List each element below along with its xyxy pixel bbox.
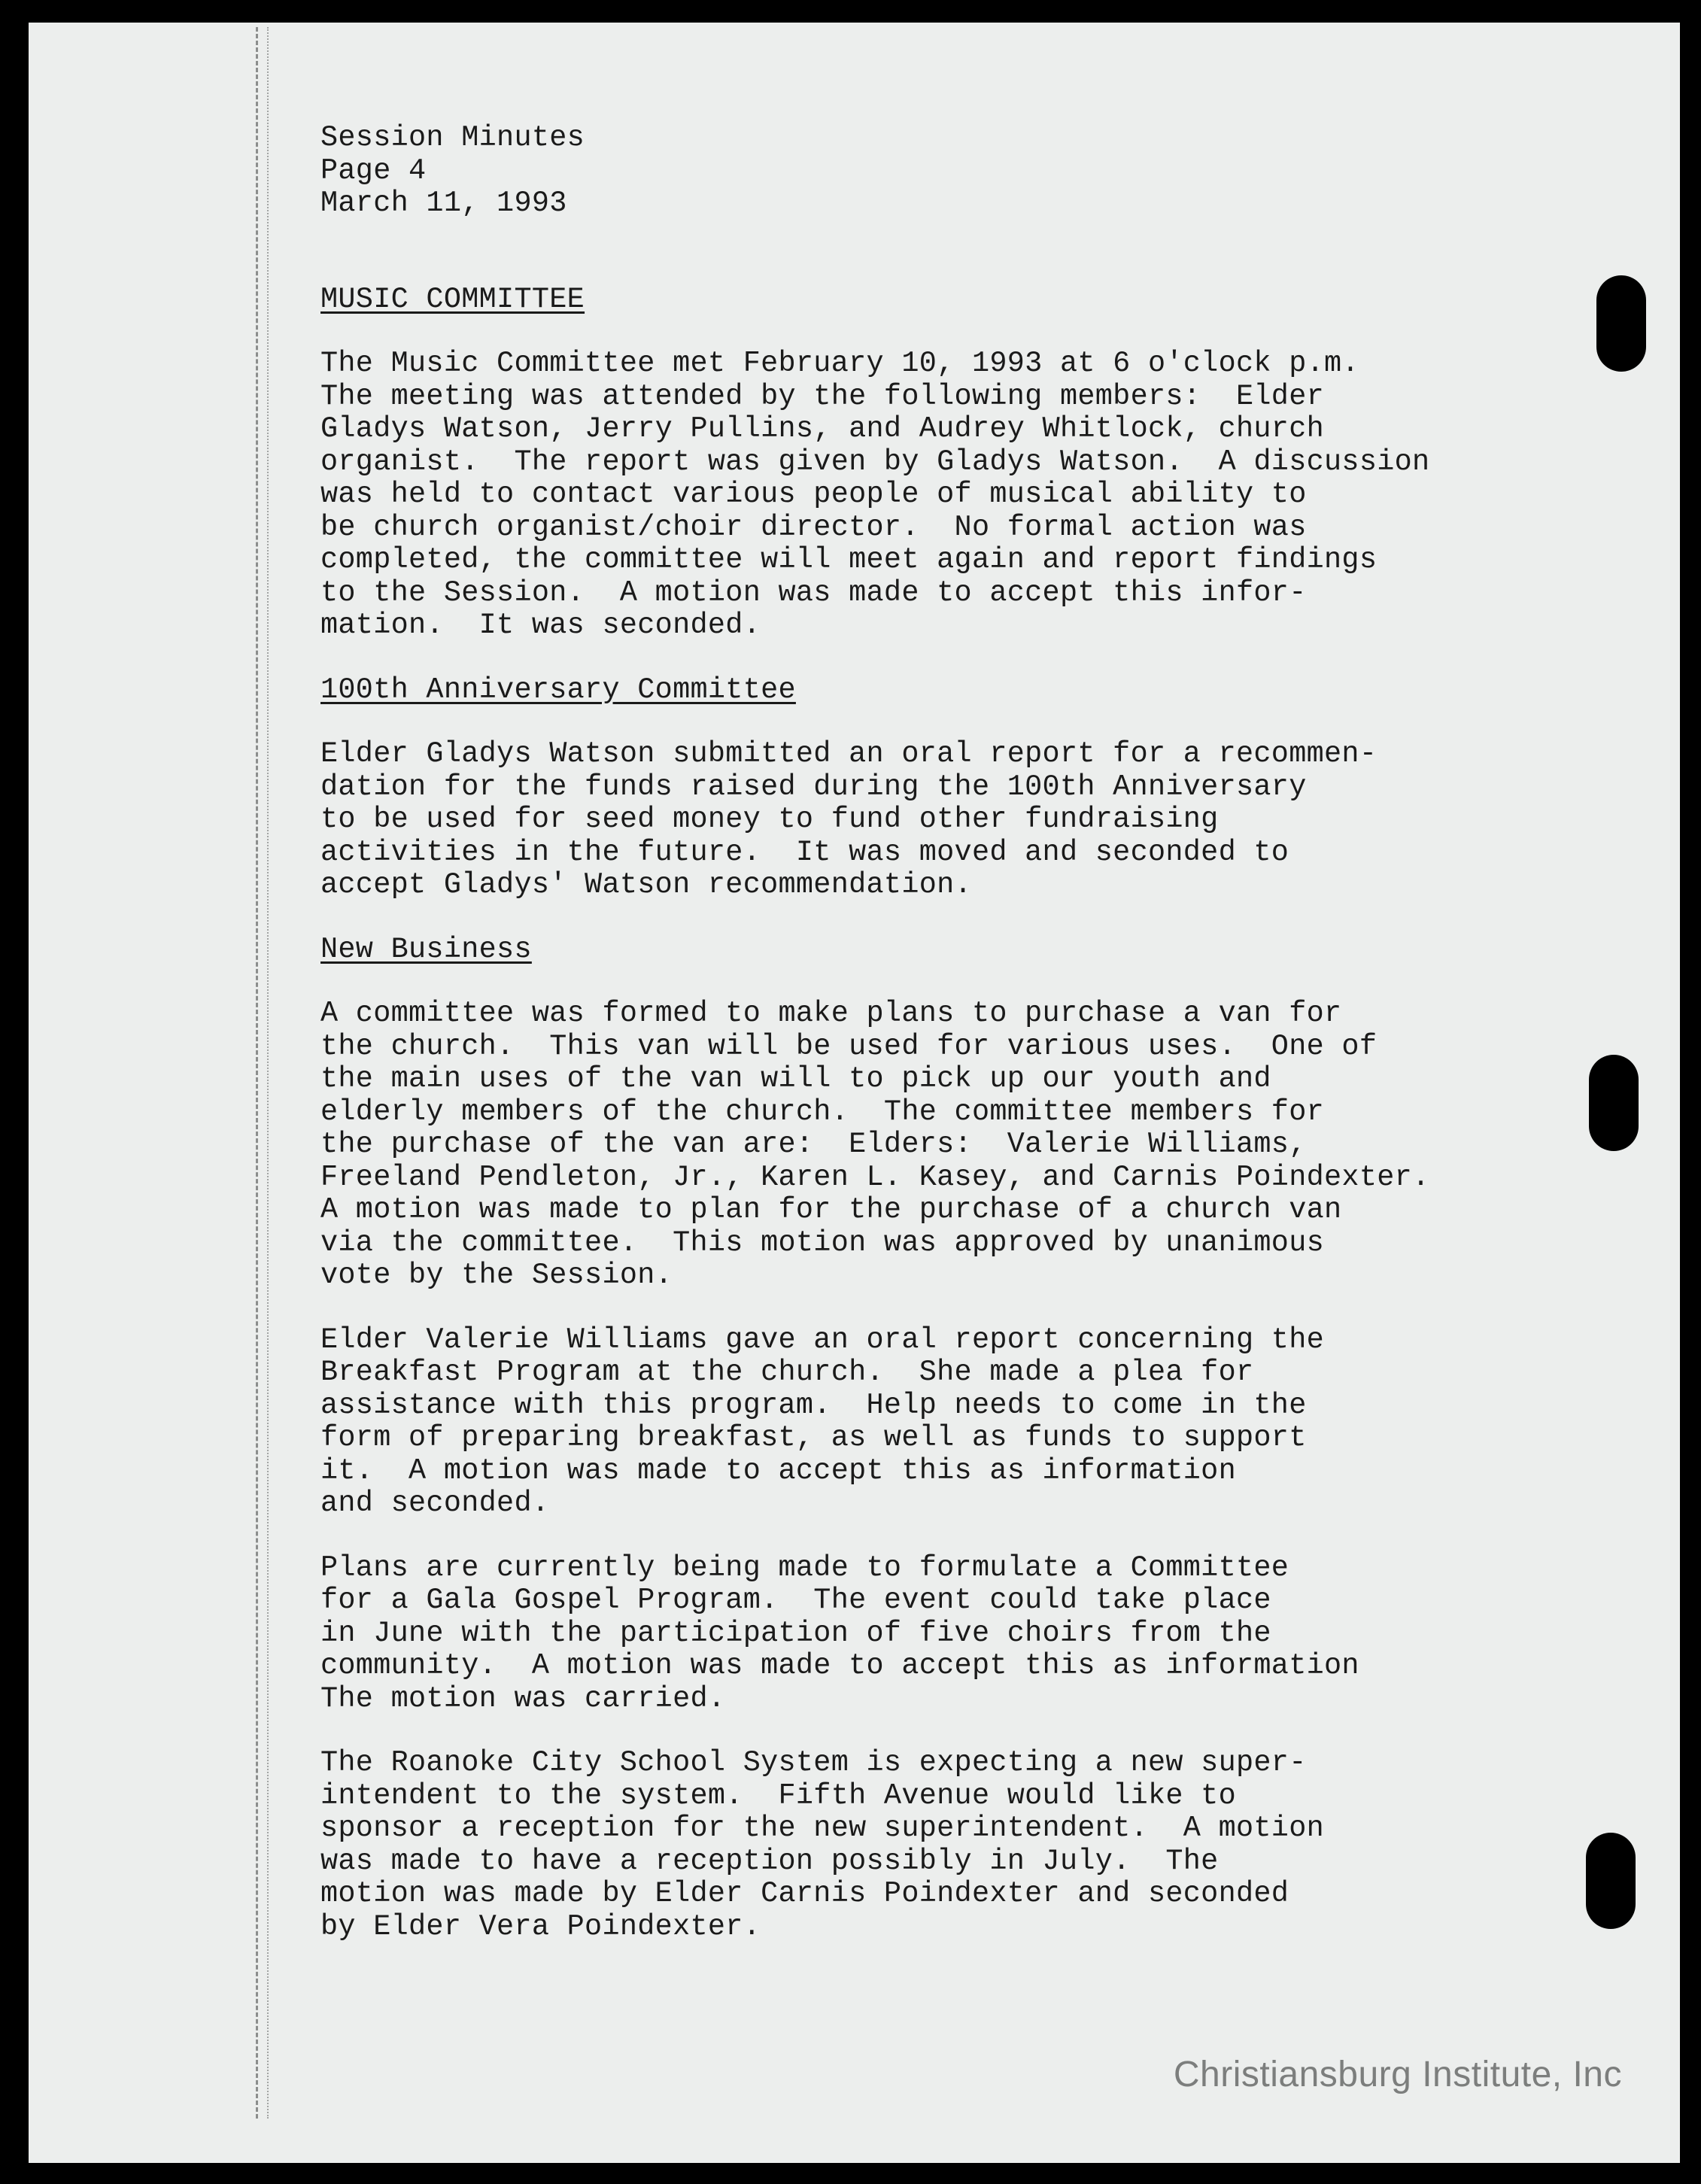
archive-watermark: Christiansburg Institute, Inc — [1173, 2055, 1622, 2094]
music-committee-heading: MUSIC COMMITTEE — [320, 282, 585, 316]
music-committee-paragraph: The Music Committee met February 10, 1993 at 6 o'clock p.m. The meeting was attended by the following members: Elder Gladys Watson, Jerry Pullins, and Audrey Whitlock, church organist. The report was given by Gladys Watson. A discussion was held to contact various people of musical ability to be church organist/choir director. No formal action was completed, the committee will meet again and report findings to the Session. A motion was made to accept this infor- mation. It was seconded. — [320, 347, 1430, 642]
minutes-body — [320, 122, 1599, 1943]
header-date: March 11, 1993 — [320, 187, 567, 220]
page-header — [320, 122, 1599, 220]
anniversary-committee-heading: 100th Anniversary Committee — [320, 673, 796, 706]
header-page-number: Page 4 — [320, 153, 427, 187]
new-business-heading: New Business — [320, 932, 532, 966]
van-committee-paragraph: A committee was formed to make plans to purchase a van for the church. This van will be used for various uses. One of the main uses of the van will to pick up our youth and elderly members of the church. The committee members for the purchase of the van are: Elders: Valerie Williams, Freeland Pendleton, Jr., Karen L. Kasey, and Carnis Poindexter. A motion was made to plan for the purchase of a church van via the committee. This motion was approved by unanimous vote by the Session. — [320, 997, 1430, 1292]
breakfast-program-paragraph: Elder Valerie Williams gave an oral report concerning the Breakfast Program at the church. She made a plea for assistance with this program. Help needs to come in the form of preparing breakfast, as well as funds to support it. A motion was made to accept this as information and seconded. — [320, 1323, 1325, 1520]
superintendent-reception-paragraph: The Roanoke City School System is expecting a new super- intendent to the system. Fifth Avenue would like to sponsor a reception for the new superintendent. A motion was made to have a reception possibly in July. The motion was made by Elder Carnis Poindexter and seconded by Elder Vera Poindexter. — [320, 1746, 1325, 1943]
header-title: Session Minutes — [320, 121, 585, 154]
anniversary-committee-paragraph: Elder Gladys Watson submitted an oral report for a recommen- dation for the funds raised during the 100th Anniversary to be used for seed money to fund other fundraising activities in the future. It was moved and seconded to accept Gladys' Watson recommendation. — [320, 737, 1378, 901]
binding-fold-line — [256, 27, 269, 2119]
punch-hole-top — [1596, 275, 1646, 372]
gospel-program-paragraph: Plans are currently being made to formulate a Committee for a Gala Gospel Program. The event could take place in June with the participation of five choirs from the community. A motion was made to accept this as information The motion was carried. — [320, 1551, 1359, 1715]
